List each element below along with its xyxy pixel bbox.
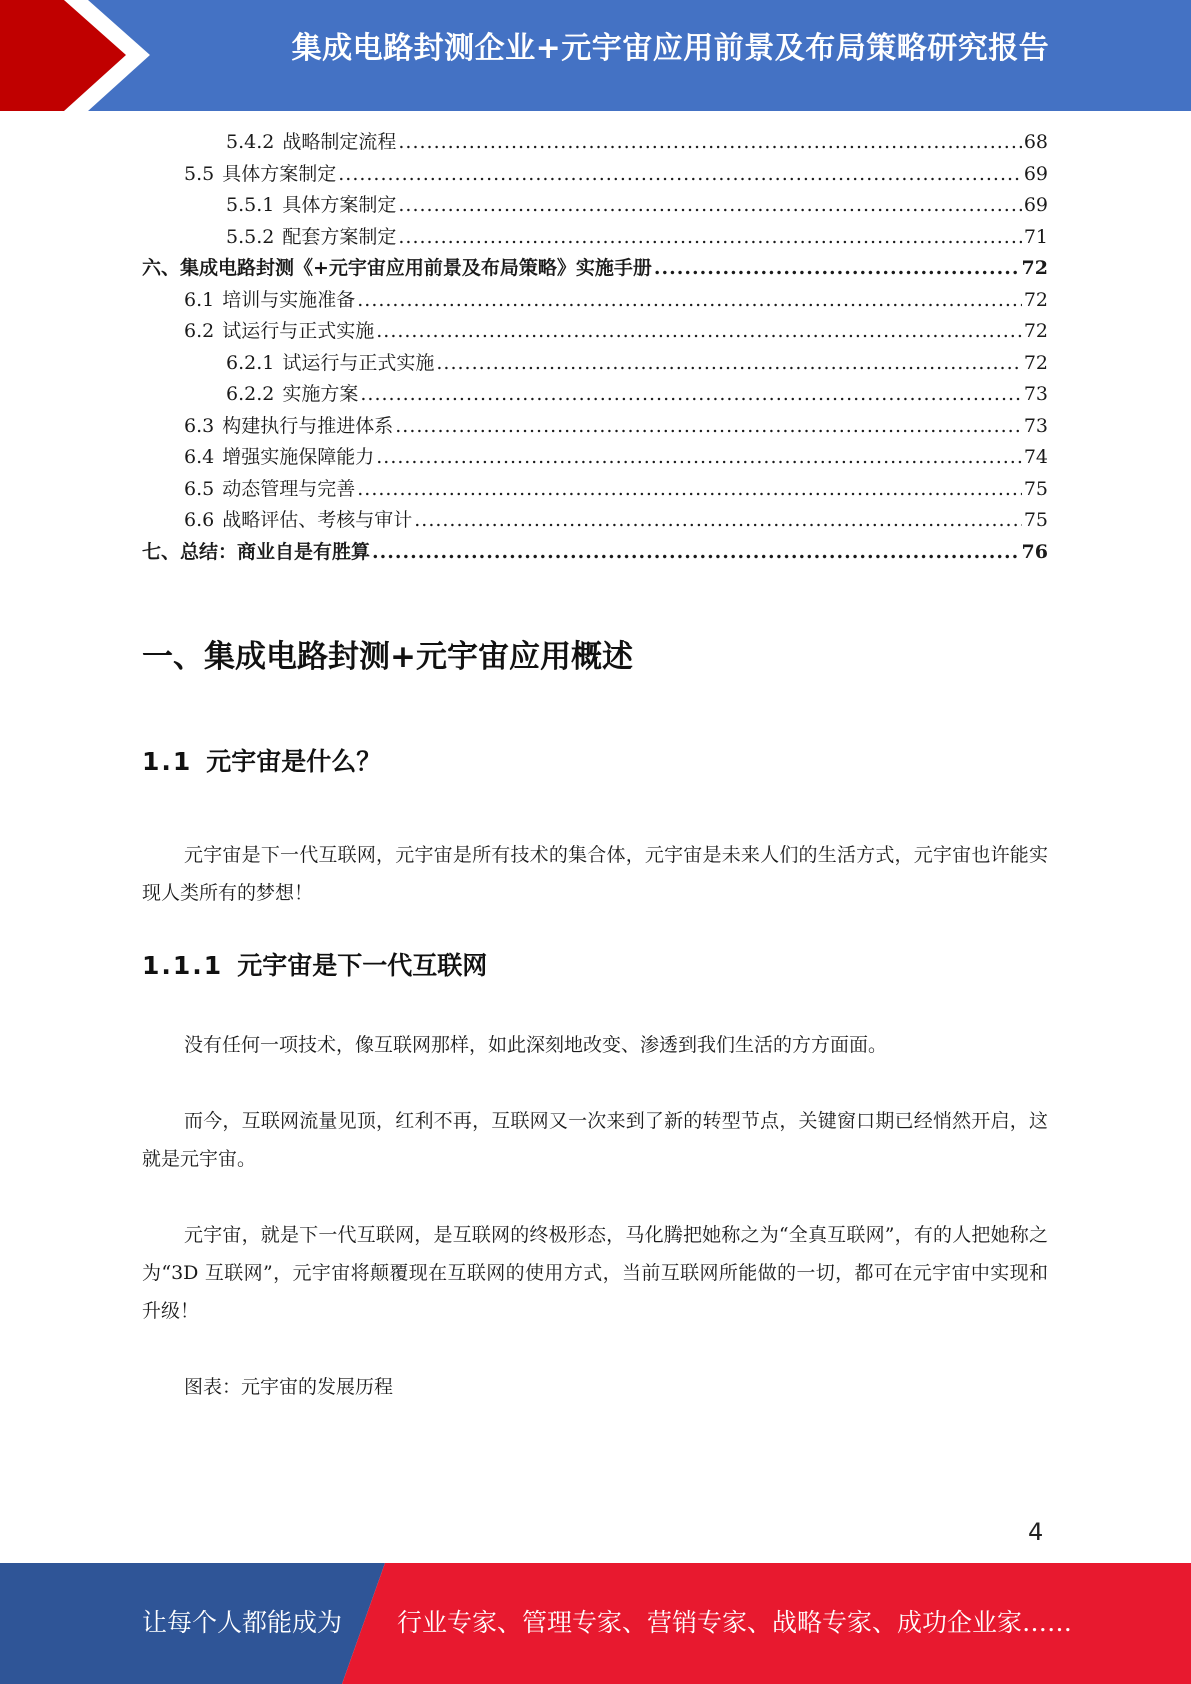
paragraph: 元宇宙，就是下一代互联网，是互联网的终极形态，马化腾把她称之为“全真互联网”，有的人把她称之为“3D 互联网”，元宇宙将颠覆现在互联网的使用方式，当前互联网所能做的一切，都可在元宇宙中实现和升级！ [142, 1224, 1048, 1322]
toc-entry[interactable] [142, 442, 1048, 474]
footer-slogan-left: 让每个人都能成为 [142, 1608, 343, 1637]
toc-dot-leader [372, 537, 1020, 569]
toc-entry-label: 战略制定流程 [282, 131, 397, 153]
toc-entry-label: 增强实施保障能力 [222, 446, 375, 468]
toc-entry[interactable] [142, 348, 1048, 380]
toc-dot-leader [395, 411, 1022, 443]
table-of-contents [142, 127, 1048, 568]
toc-entry-page: 75 [1023, 509, 1048, 531]
document-title: 集成电路封测企业+元宇宙应用前景及布局策略研究报告 [291, 31, 1050, 66]
toc-entry-label: 战略评估、考核与审计 [222, 509, 413, 531]
page-header-banner [0, 0, 1191, 111]
toc-dot-leader [436, 348, 1021, 380]
toc-dot-leader [398, 190, 1021, 222]
toc-entry[interactable] [142, 379, 1048, 411]
toc-entry-page: 73 [1023, 414, 1048, 437]
toc-entry-page: 72 [1021, 257, 1048, 279]
toc-entry-number: 6.2.1 [226, 351, 275, 374]
toc-entry-number: 6.6 [184, 509, 215, 531]
toc-entry[interactable] [142, 285, 1048, 317]
toc-dot-leader [376, 442, 1022, 474]
toc-entry-number: 6.3 [184, 414, 215, 437]
toc-entry-page: 72 [1023, 320, 1048, 342]
toc-entry-page: 75 [1023, 477, 1048, 500]
sub-subsection-number: 1.1.1 [142, 951, 224, 980]
toc-entry-label: 具体方案制定 [282, 194, 397, 216]
paragraph: 没有任何一项技术，像互联网那样，如此深刻地改变、渗透到我们生活的方方面面。 [184, 1034, 888, 1056]
toc-entry[interactable] [142, 474, 1048, 506]
toc-entry-label: 实施方案 [282, 383, 359, 405]
toc-dot-leader [654, 253, 1020, 285]
sub-subsection-title: 元宇宙是下一代互联网 [237, 951, 488, 980]
toc-entry-label: 试运行与正式实施 [222, 320, 375, 342]
toc-entry-number: 6.4 [184, 446, 215, 468]
figure-caption: 图表：元宇宙的发展历程 [184, 1376, 394, 1398]
toc-dot-leader [357, 285, 1022, 317]
toc-entry-label: 具体方案制定 [222, 162, 337, 185]
subsection-title: 元宇宙是什么？ [206, 747, 382, 776]
toc-entry-page: 76 [1021, 540, 1048, 563]
toc-entry-number: 5.5.2 [226, 225, 275, 248]
toc-entry-number: 6.2.2 [226, 383, 275, 405]
toc-entry-number: 5.4.2 [226, 131, 275, 153]
toc-entry-number: 5.5.1 [226, 194, 275, 216]
toc-entry-label: 配套方案制定 [282, 225, 397, 248]
toc-entry-label: 七、总结：商业自是有胜算 [142, 540, 371, 563]
toc-dot-leader [398, 127, 1021, 159]
toc-entry-number: 6.2 [184, 320, 215, 342]
toc-entry-label: 六、集成电路封测《+元宇宙应用前景及布局策略》实施手册 [142, 257, 652, 279]
toc-entry-page: 69 [1023, 162, 1048, 185]
toc-entry[interactable] [142, 190, 1048, 222]
toc-entry-page: 72 [1023, 288, 1048, 311]
toc-entry[interactable] [142, 316, 1048, 348]
toc-dot-leader [398, 222, 1021, 254]
section-heading: 一、集成电路封测+元宇宙应用概述 [142, 639, 633, 675]
toc-entry[interactable] [142, 537, 1048, 569]
toc-entry-number: 5.5 [184, 162, 215, 185]
toc-entry-label: 构建执行与推进体系 [222, 414, 394, 437]
toc-entry-number: 6.1 [184, 288, 215, 311]
toc-dot-leader [414, 505, 1022, 537]
toc-entry[interactable] [142, 159, 1048, 191]
sub-subsection-heading [142, 946, 487, 986]
toc-entry-page: 73 [1023, 383, 1048, 405]
toc-entry[interactable] [142, 253, 1048, 285]
paragraph: 元宇宙是下一代互联网，元宇宙是所有技术的集合体，元宇宙是未来人们的生活方式，元宇宙也许能实现人类所有的梦想！ [142, 844, 1048, 904]
toc-entry-page: 68 [1023, 131, 1048, 153]
toc-entry[interactable] [142, 127, 1048, 159]
toc-entry-number: 6.5 [184, 477, 215, 500]
toc-entry-label: 试运行与正式实施 [282, 351, 435, 374]
toc-entry[interactable] [142, 505, 1048, 537]
toc-entry[interactable] [142, 411, 1048, 443]
subsection-heading [142, 742, 381, 782]
toc-dot-leader [357, 474, 1022, 506]
toc-dot-leader [376, 316, 1022, 348]
page-number: 4 [1028, 1518, 1044, 1546]
toc-entry-page: 69 [1023, 194, 1048, 216]
toc-entry[interactable] [142, 222, 1048, 254]
subsection-number: 1.1 [142, 747, 193, 776]
toc-entry-page: 72 [1023, 351, 1048, 374]
toc-entry-page: 71 [1023, 225, 1048, 248]
toc-entry-label: 动态管理与完善 [222, 477, 356, 500]
toc-dot-leader [360, 379, 1021, 411]
toc-entry-label: 培训与实施准备 [222, 288, 356, 311]
footer-slogan-right: 行业专家、管理专家、营销专家、战略专家、成功企业家…… [397, 1608, 1073, 1637]
page-footer-banner [0, 1563, 1191, 1684]
paragraph: 而今，互联网流量见顶，红利不再，互联网又一次来到了新的转型节点，关键窗口期已经悄然开启，这就是元宇宙。 [142, 1110, 1048, 1170]
toc-dot-leader [338, 159, 1022, 191]
toc-entry-page: 74 [1023, 446, 1048, 468]
